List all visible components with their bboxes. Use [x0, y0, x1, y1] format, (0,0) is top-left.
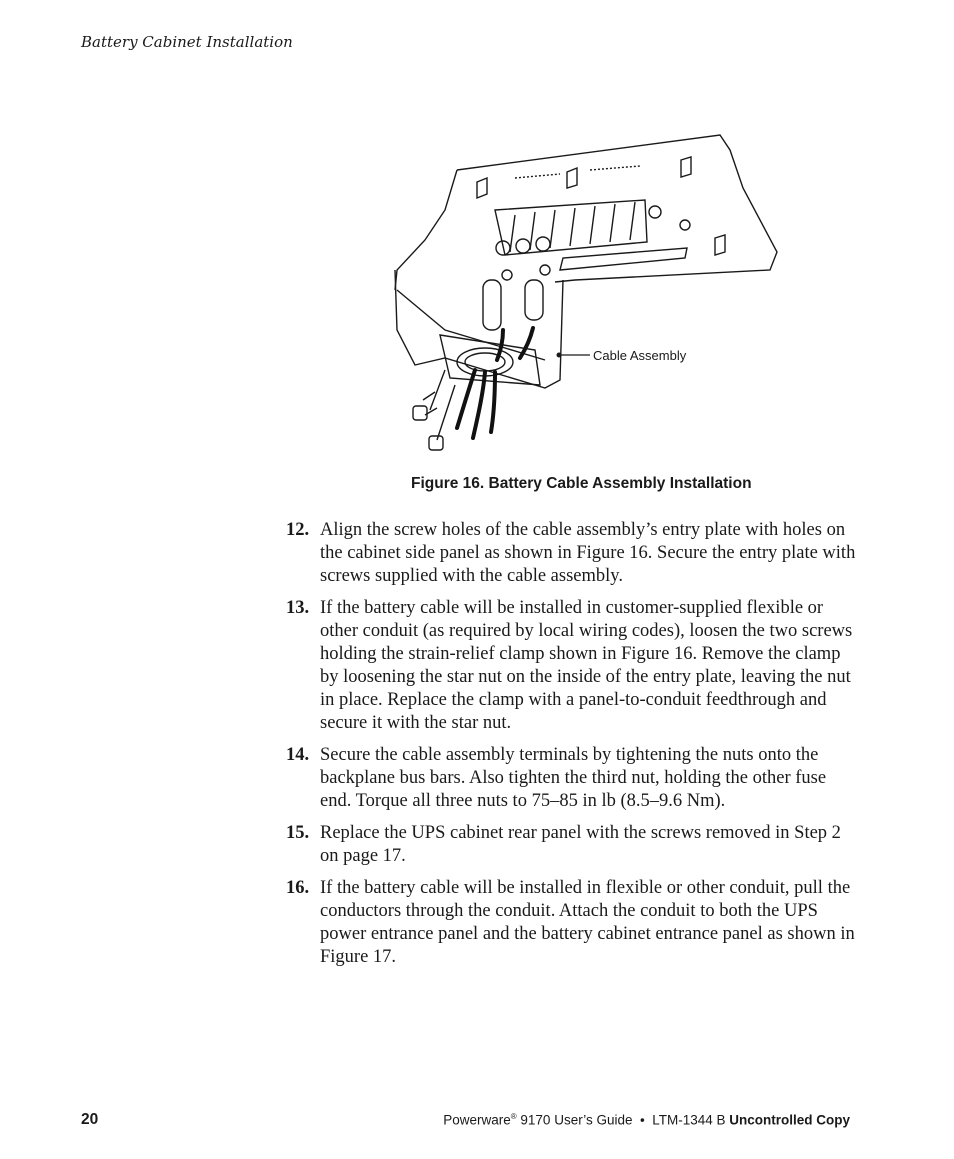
page-number: 20: [81, 1111, 99, 1128]
step-item: [286, 744, 856, 813]
step-number: 12.: [286, 520, 310, 540]
step-number: 15.: [286, 823, 310, 843]
registered-mark: ®: [510, 1112, 517, 1121]
cable-assembly-drawing: [385, 130, 795, 470]
callout-dot: [557, 353, 562, 358]
step-item: [286, 519, 856, 588]
step-text: Replace the UPS cabinet rear panel with the screws removed in Step 2 on page 17.: [320, 823, 841, 866]
step-number: 14.: [286, 745, 310, 765]
step-text: Align the screw holes of the cable assembly’s entry plate with holes on the cabinet side panel as shown in Figure 16. Secure the entry plate with screws supplied with the cable assembly.: [320, 520, 856, 586]
step-list: [286, 519, 856, 978]
step-item: [286, 822, 856, 868]
footer-brand: Powerware: [443, 1112, 511, 1128]
step-text: If the battery cable will be installed in flexible or other conduit, pull the conductors through the conduit. Attach the conduit to both the UPS power entrance panel and the battery cabinet entrance panel as shown in Figure 17.: [320, 878, 855, 967]
running-head: Battery Cabinet Installation: [81, 33, 293, 51]
step-item: [286, 597, 856, 735]
step-number: 13.: [286, 598, 310, 618]
footer-doc-info: [443, 1112, 850, 1128]
footer-guide: 9170 User’s Guide • LTM-1344 B: [516, 1112, 730, 1128]
step-text: If the battery cable will be installed in customer-supplied flexible or other conduit (as required by local wiring codes), loosen the two screws holding the strain-relief clamp shown in Figure 16. Remove the clamp by loosening the star nut on the inside of the entry plate, leaving the nut in place. Replace the clamp with a panel-to-conduit feedthrough and secure it with the star nut.: [320, 598, 853, 733]
figure-caption: Figure 16. Battery Cable Assembly Installation: [411, 475, 752, 492]
step-number: 16.: [286, 878, 310, 898]
figure-16-illustration: [385, 130, 795, 470]
footer-status: Uncontrolled Copy: [729, 1112, 850, 1128]
step-text: Secure the cable assembly terminals by tightening the nuts onto the backplane bus bars. Also tighten the third nut, holding the other fuse end. Torque all three nuts to 75–85 in lb (8.5–9.6 Nm).: [320, 745, 827, 811]
step-item: [286, 877, 856, 969]
callout-label: Cable Assembly: [593, 348, 687, 363]
